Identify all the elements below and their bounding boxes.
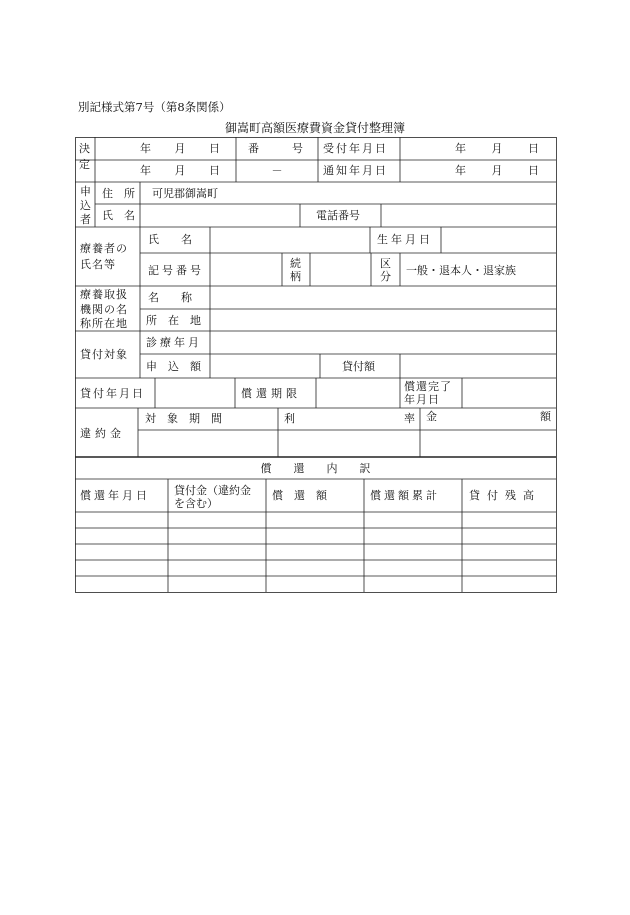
- institution-location-label: 所 在 地: [146, 314, 201, 327]
- amount-label-left: 金: [426, 410, 437, 423]
- repayment-col-loan: 貸付金（違約金 を含む）: [174, 484, 251, 510]
- year-label: 年: [455, 164, 466, 177]
- loan-amount-label: 貸付額: [342, 360, 375, 373]
- address-label: 住 所: [102, 187, 135, 200]
- patient-name-label: 氏 名: [148, 233, 192, 246]
- repayment-complete-label: 償還完了 年月日: [404, 380, 452, 406]
- form-title: 御嵩町高額医療費資金貸付整理簿: [224, 121, 405, 135]
- treatment-month-label: 診療年月: [146, 336, 202, 349]
- rate-label-right: 率: [404, 412, 415, 425]
- month-label: 月: [174, 142, 186, 155]
- day-label: 日: [528, 142, 539, 155]
- category-label: 区 分: [380, 257, 391, 283]
- year-label: 年: [140, 164, 151, 177]
- repayment-col-date: 償還年月日: [80, 489, 150, 502]
- month-label: 月: [491, 164, 503, 177]
- table-row[interactable]: [76, 577, 556, 592]
- table-row[interactable]: [76, 529, 556, 544]
- repayment-section-title: 償 還 内 訳: [260, 462, 371, 475]
- month-label: 月: [491, 142, 503, 155]
- institution-label: 療養取扱 機関の名 称所在地: [80, 288, 128, 330]
- form-number-label: 別記様式第7号（第8条関係）: [78, 100, 231, 114]
- received-date-label: 受付年月日: [323, 142, 388, 155]
- number-dash[interactable]: －: [271, 164, 283, 177]
- year-label: 年: [455, 142, 466, 155]
- table-row[interactable]: [76, 561, 556, 576]
- day-label: 日: [209, 164, 220, 177]
- notice-date-value[interactable]: [455, 165, 539, 176]
- decision-date-1[interactable]: [140, 143, 220, 154]
- decision-date-2[interactable]: [140, 165, 220, 176]
- decision-label: 決 定: [79, 142, 90, 171]
- address-value[interactable]: 可児郡御嵩町: [152, 187, 218, 200]
- repayment-col-cumulative: 償還額累計: [370, 489, 440, 502]
- phone-label: 電話番号: [316, 209, 360, 222]
- table-row[interactable]: [76, 545, 556, 560]
- relation-label: 続 柄: [290, 257, 301, 283]
- applicant-label: 申 込 者: [80, 185, 91, 226]
- rate-label-left: 利: [284, 412, 295, 425]
- applicant-name-label: 氏 名: [102, 209, 135, 222]
- birthdate-label: 生年月日: [377, 233, 433, 246]
- application-amount-label: 申 込 額: [146, 360, 201, 373]
- repayment-col-amount: 償 還 額: [272, 489, 327, 502]
- day-label: 日: [209, 142, 220, 155]
- received-date-value[interactable]: [455, 143, 539, 154]
- table-row[interactable]: [76, 513, 556, 528]
- loan-date-label: 貸付年月日: [80, 387, 145, 400]
- repayment-period-label: 償還期限: [241, 387, 301, 400]
- institution-name-label: 名 称: [148, 291, 192, 304]
- notice-date-label: 通知年月日: [323, 164, 388, 177]
- year-label: 年: [140, 142, 151, 155]
- day-label: 日: [528, 164, 539, 177]
- category-value[interactable]: 一般・退本人・退家族: [406, 264, 516, 277]
- number-label: 番 号: [248, 142, 303, 155]
- repayment-col-balance: 貸付残高: [469, 489, 541, 502]
- penalty-period-label: 対 象 期 間: [145, 412, 222, 425]
- amount-label-right: 額: [540, 410, 551, 423]
- patient-label: 療養者の 氏名等: [80, 242, 128, 271]
- penalty-label: 違約金: [80, 427, 125, 440]
- month-label: 月: [174, 164, 186, 177]
- loan-target-label: 貸付対象: [80, 348, 128, 361]
- id-number-label: 記号番号: [148, 264, 204, 277]
